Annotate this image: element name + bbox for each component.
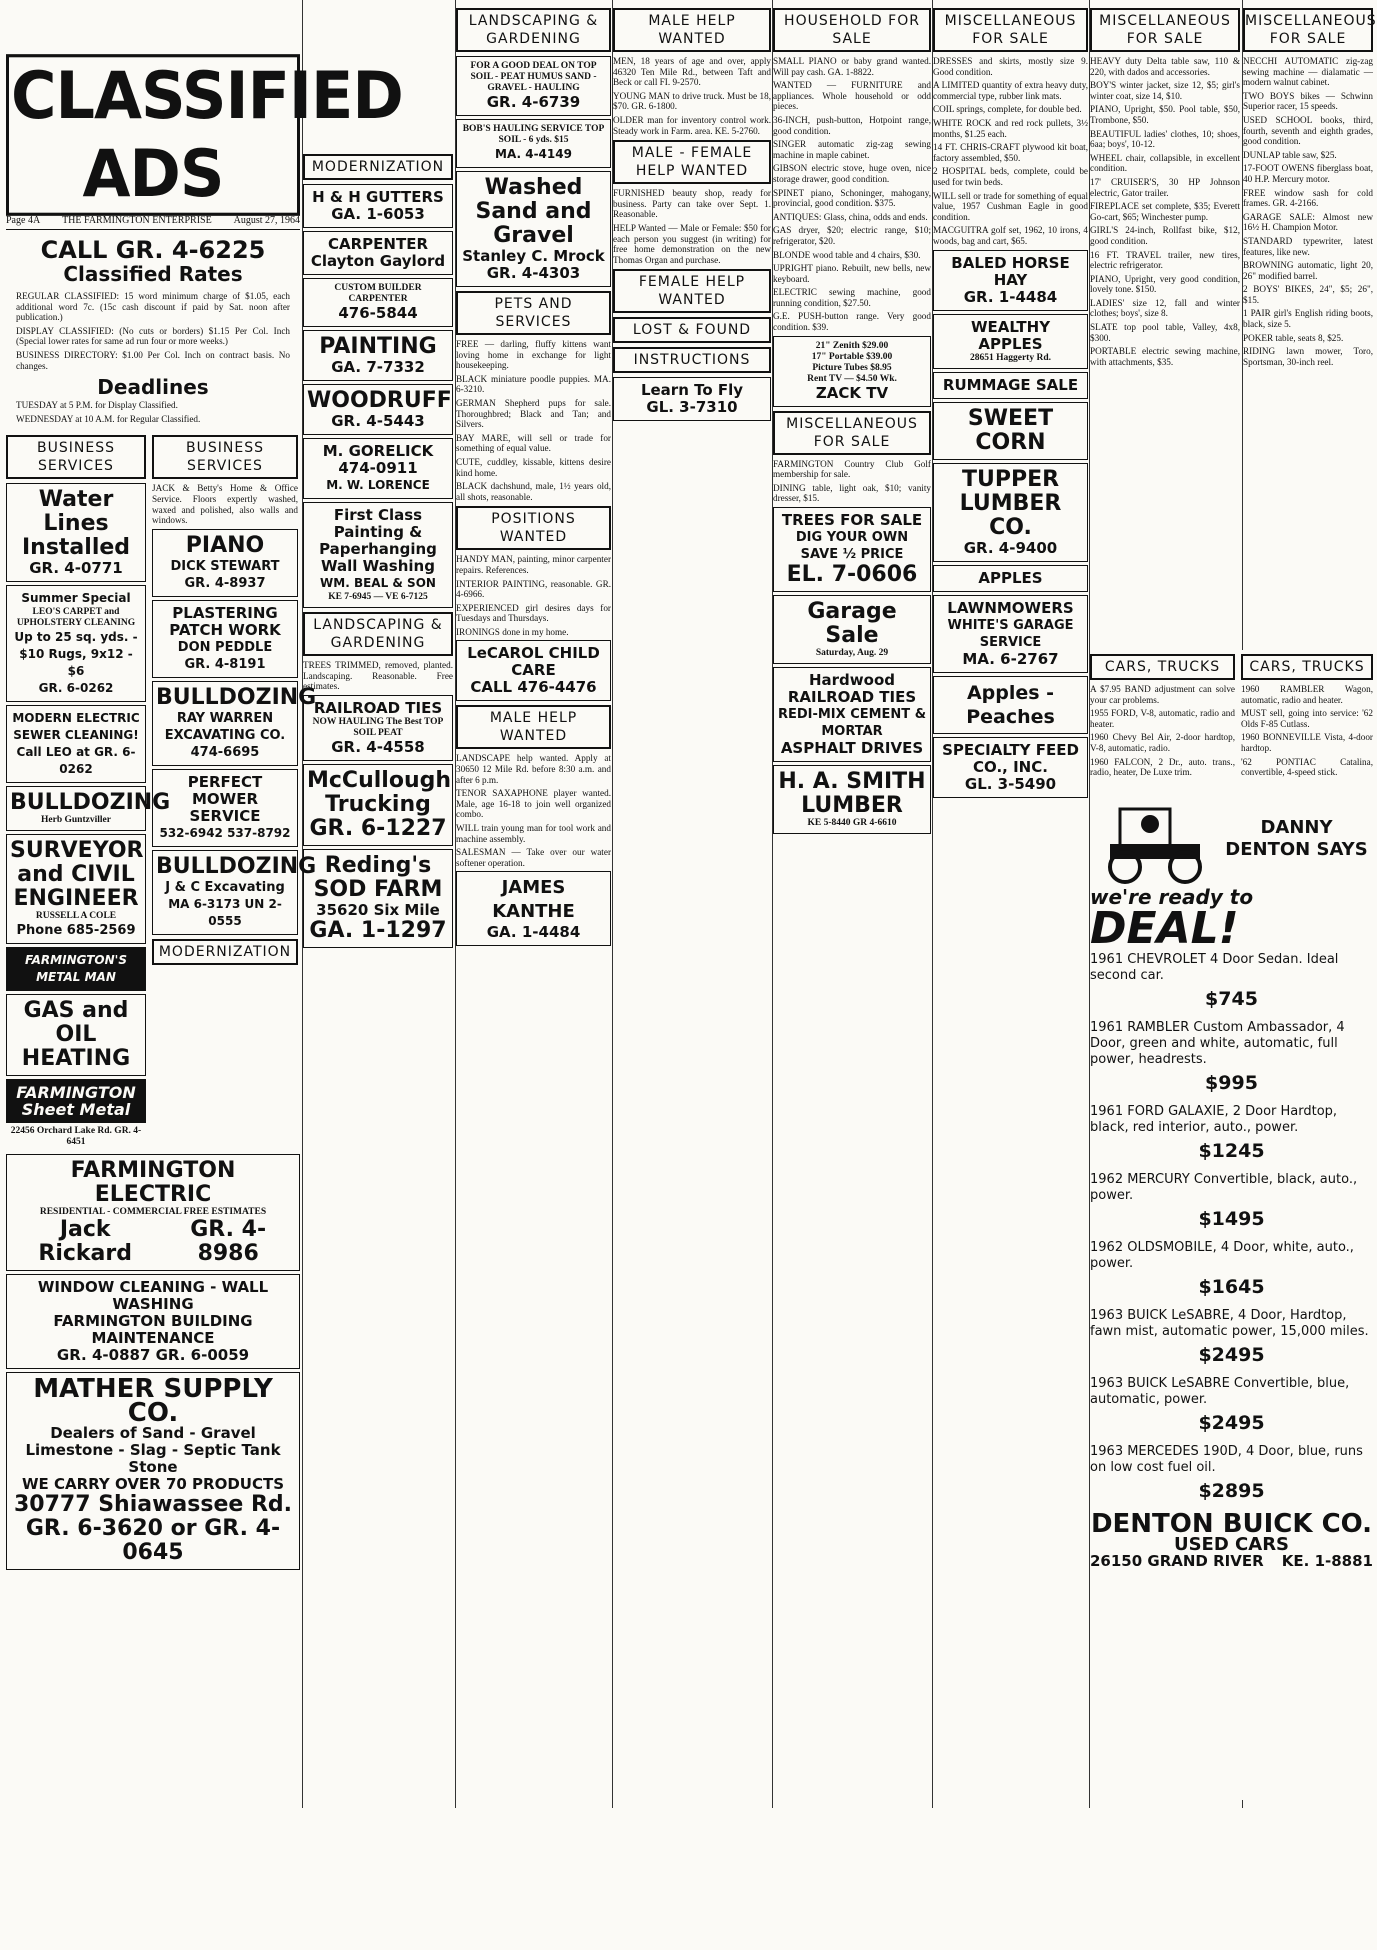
section-header: FEMALE HELP WANTED [613,269,771,313]
ad-james-kanthe: JAMES KANTHE GA. 1-4484 [456,871,611,946]
classified-ad: COIL springs, complete, for double bed. [933,104,1082,115]
classified-ad: WHITE ROCK and red rock pullets, 3½ months, $1.25 each. [933,117,1088,139]
ad-trees-trimmed: TREES TRIMMED, removed, planted. Landscaping. Reasonable. Free estimates. [303,660,453,692]
classified-ad: '62 PONTIAC Catalina, convertible, 4-speed stick. [1241,756,1373,778]
danny-denton-says: DANNY DENTON SAYS [1225,816,1368,860]
ad-apples-spicer: APPLES [933,565,1088,592]
issue-date: August 27, 1964 [233,215,300,226]
classified-ad: BEAUTIFUL ladies' clothes, 10; shoes, 6aa; boys', 10-12. [1090,128,1240,150]
rate-regular: REGULAR CLASSIFIED: 15 word minimum charge of $1.05, each additional word 7c. (15c cash discount if paid by Sat. noon after publication.) [16,291,290,323]
section-header: LANDSCAPING & GARDENING [303,612,453,656]
car-listing: 1961 CHEVROLET 4 Door Sedan. Ideal second car. [1090,951,1339,983]
ad-jack-betty: JACK & Betty's Home & Office Service. Floors expertly washed, waxed and polished, also walls and windows. [152,483,298,526]
car-price: $2495 [1198,1343,1265,1366]
classified-ad: WHEEL chair, collapsible, in excellent condition. [1090,152,1240,174]
column-8 [1090,4,1240,644]
deadline-display: TUESDAY at 5 P.M. for Display Classified. [16,400,178,411]
classified-ad: LANDSCAPE help wanted. Apply at 30650 12 Mile Rd. before 8:30 a.m. and after 6 p.m. [456,753,611,785]
ad-gas-heating: GAS and OIL HEATING [6,994,146,1076]
classified-ad: G.E. PUSH-button range. Very good condition. $39. [773,311,931,333]
car-listing: 1963 BUICK LeSABRE Convertible, blue, automatic, power. [1090,1375,1350,1407]
ad-specialty-feed: SPECIALTY FEED CO., INC. GL. 3-5490 [933,737,1088,798]
classified-ad: BLACK miniature poodle puppies. MA. 6-3210. [456,373,611,395]
ad-learn-to-fly: Learn To Fly GL. 3-7310 [613,377,771,421]
ad-gorelick: M. GORELICK 474-0911 M. W. LORENCE [303,438,453,499]
classified-ad: 2 HOSPITAL beds, complete, could be used for twin beds. [933,166,1088,187]
cars-col-a [1090,650,1235,781]
ad-building-maintenance: WINDOW CLEANING - WALL WASHING FARMINGTON BUILDING MAINTENANCE GR. 4-0887 GR. 6-0059 [6,1274,300,1369]
classified-ad: ANTIQUES: Glass, china, odds and ends. [773,211,928,222]
rate-display: DISPLAY CLASSIFIED: (No cuts or borders) $1.15 Per Col. Inch (Special lower rates for same ad run four or more weeks.) [16,325,290,347]
classified-ad: 17' CRUISER'S, 30 HP Johnson electric, Gator trailer. [1090,176,1240,198]
section-header: PETS AND SERVICES [456,291,611,335]
column-3 [303,150,453,1950]
car-list [1090,952,1373,1502]
classified-ad: OLDER man for inventory control work. Steady work in Farm. area. KE. 5-2760. [613,114,771,136]
classified-ad: POKER table, seats 8, $25. [1243,332,1344,343]
car-listing: 1963 BUICK LeSABRE, 4 Door, Hardtop, fawn mist, automatic power, 15,000 miles. [1090,1307,1369,1339]
classified-ad: 14 FT. CHRIS-CRAFT plywood kit boat, factory assembled, $50. [933,142,1088,163]
classified-ad: TWO BOYS bikes — Schwinn Superior racer, 15 speeds. [1243,90,1373,112]
ad-surveyor: SURVEYOR and CIVIL ENGINEER RUSSELL A COLE Phone 685-2569 [6,834,146,944]
ad-jc-excavating: BULLDOZING J & C Excavating MA 6-3173 UN 2-0555 [152,850,298,935]
ad-mccullough: McCullough Trucking GR. 6-1227 [303,764,453,846]
business-col-b [152,431,317,1148]
classified-ad: DRESSES and skirts, mostly size 9. Good condition. [933,56,1088,77]
column-9 [1243,4,1377,644]
car-price: $2495 [1198,1411,1265,1434]
classified-ad: BLONDE wood table and 4 chairs, $30. [773,249,921,260]
section-header: HOUSEHOLD FOR SALE [773,8,931,52]
classified-ad: EXPERIENCED girl desires days for Tuesdays and Thursdays. [456,602,611,624]
ad-farmington-electric: FARMINGTON ELECTRIC RESIDENTIAL - COMMERCIAL FREE ESTIMATES Jack Rickard GR. 4-8986 [6,1154,300,1271]
classified-ad: PIANO, Upright, very good condition, lovely tone. $150. [1090,273,1240,295]
ad-leo-carpet: Summer Special LEO'S CARPET and UPHOLSTERY CLEANING Up to 25 sq. yds. - $10 Rugs, 9x12 - $6 GR. 6-0262 [6,585,146,702]
classified-ad: NECCHI AUTOMATIC zig-zag sewing machine — dialamatic — modern walnut cabinet. [1243,56,1373,88]
dealer-address: 26150 GRAND RIVER [1090,1551,1264,1570]
classified-ad: DINING table, light oak, $10; vanity dresser, $15. [773,482,931,504]
ad-hh-gutters: H & H GUTTERS GA. 1-6053 [303,184,453,228]
section-header: CARS, TRUCKS [1241,654,1373,680]
classified-ad: MACGUITRA golf set, 1962, 10 irons, 4 woods, bag and cart, $65. [933,225,1088,246]
page-number: Page 4A [6,215,41,226]
classified-ad: FARMINGTON Country Club Golf membership for sale. [773,458,931,480]
rates-box [6,230,300,431]
classified-ad: UPRIGHT piano. Rebuilt, new bells, new keyboard. [773,263,931,284]
classified-ad: FREE window sash for cold frames. GR. 4-2166. [1243,187,1373,209]
classified-ad: IRONINGS done in my home. [456,626,569,637]
classified-ad: GERMAN Shepherd pups for sale. Thoroughbred; Black and Tan; and Silvers. [456,397,611,430]
ad-tupper-lumber: TUPPER LUMBER CO. GR. 4-9400 [933,463,1088,562]
ad-garage-sale: Garage Sale Saturday, Aug. 29 [773,595,931,664]
business-services-area [6,431,317,1148]
classified-ad: INTERIOR PAINTING, reasonable. GR. 4-6966. [456,578,611,600]
car-price: $2895 [1198,1479,1265,1502]
ad-smith-lumber: H. A. SMITH LUMBER KE 5-8440 GR 4-6610 [773,765,931,834]
classified-ad: 2 BOYS' BIKES, 24", $5; 26", $15. [1243,284,1373,305]
cars-col-b [1241,650,1373,781]
classified-ad: USED SCHOOL books, third, fourth, seventh and eighth grades, good condition. [1243,114,1373,147]
deal-text: DEAL! [1090,902,1239,954]
car-price: $1645 [1198,1275,1265,1298]
section-header: MISCELLANEOUS FOR SALE [1243,8,1373,52]
ad-carpenter: CARPENTER Clayton Gaylord [303,231,453,275]
classified-ad: SALESMAN — Take over our water softener operation. [456,847,611,868]
sheet-metal-address: 22456 Orchard Lake Rd. GR. 4-6451 [10,1126,142,1148]
section-header: BUSINESS SERVICES [152,435,298,479]
ad-whites-garage: LAWNMOWERS WHITE'S GARAGE SERVICE MA. 6-2767 [933,595,1088,673]
ad-rummage-sale: RUMMAGE SALE [933,372,1088,399]
dealer-name: DENTON BUICK CO. [1090,1508,1373,1539]
ad-zack-tv: 21" Zenith $29.00 17" Portable $39.00 Picture Tubes $8.95 Rent TV — $4.50 Wk. ZACK TV [773,336,931,407]
ad-plastering: PLASTERING PATCH WORK DON PEDDLE GR. 4-8191 [152,600,298,678]
classified-ad: 16 FT. TRAVEL trailer, new tires, electric refrigerator. [1090,249,1240,271]
section-header: MISCELLANEOUS FOR SALE [773,411,931,455]
ad-beal: First Class Painting & Paperhanging Wall Washing WM. BEAL & SON KE 7-6945 — VE 6-7125 [303,502,453,608]
section-header: BUSINESS SERVICES [6,435,146,479]
classified-ad: DUNLAP table saw, $25. [1243,149,1337,160]
column-5 [613,4,771,1804]
classified-ad: STANDARD typewriter, latest features, like new. [1243,235,1373,257]
car-listing: 1962 OLDSMOBILE, 4 Door, white, auto., power. [1090,1239,1354,1271]
masthead-title: CLASSIFIED ADS [6,54,300,216]
section-header: CARS, TRUCKS [1090,654,1235,680]
section-header: MISCELLANEOUS FOR SALE [1090,8,1240,52]
classified-ad: SPINET piano, Schoninger, mahogany, provincial, good condition. $375. [773,187,931,209]
classified-ad: SLATE top pool table, Valley, 4x8, $300. [1090,322,1240,343]
classified-ad: 1960 RAMBLER Wagon, automatic, radio and heater. [1241,684,1373,705]
classified-ad: FURNISHED beauty shop, ready for business. Party can take over Sept. 1. Reasonable. [613,188,771,220]
classified-ad: A $7.95 BAND adjustment can solve your car problems. [1090,684,1235,705]
ad-perfect-mower: PERFECT MOWER SERVICE 532-6942 537-8792 [152,769,298,847]
car-listing: 1961 FORD GALAXIE, 2 Door Hardtop, black, red interior, auto., power. [1090,1103,1338,1135]
classified-ad: FREE — darling, fluffy kittens want loving home in exchange for light housekeeping. [456,339,611,371]
classified-ad: RIDING lawn mower, Toro, Sportsman, 30-inch reel. [1243,346,1373,367]
classified-ad: SINGER automatic zig-zag sewing machine in maple cabinet. [773,139,931,160]
ad-woodruff: WOODRUFF GR. 4-5443 [303,384,453,435]
ad-mather-supply: MATHER SUPPLY CO. Dealers of Sand - Gravel Limestone - Slag - Septic Tank Stone WE CARRY OVER 70 PRODUCTS 30777 Shiawassee Rd. GR. 6-3620 or GR. 4-0645 [6,1372,300,1570]
car-price: $745 [1205,987,1258,1010]
section-header: MALE HELP WANTED [456,705,611,749]
cars-trucks-section [1090,650,1373,1800]
denton-header [1090,789,1373,889]
car-listing: 1961 RAMBLER Custom Ambassador, 4 Door, green and white, automatic, full power, headrests. [1090,1019,1345,1067]
classified-ad: GIBSON electric stove, huge oven, nice storage drawer, good condition. [773,163,931,184]
car-listing: 1963 MERCEDES 190D, 4 Door, blue, runs on low cost fuel oil. [1090,1443,1363,1475]
classified-ad: BROWNING automatic, light 20, 26" modified barrel. [1243,260,1373,281]
classified-ad: 1960 BONNEVILLE Vista, 4-door hardtop. [1241,732,1373,753]
classified-ad: GARAGE SALE: Almost new 16½ H. Champion Motor. [1243,211,1373,233]
classified-ad: GIRL'S 24-inch, Rollfast bike, $12, good condition. [1090,225,1240,246]
section-header: MALE HELP WANTED [613,8,771,52]
classified-ad: BAY MARE, will sell or trade for something of equal value. [456,432,611,454]
ad-washed-sand: Washed Sand and Gravel Stanley C. Mrock GR. 4-4303 [456,171,611,287]
ad-lecarol: LeCAROL CHILD CARE CALL 476-4476 [456,640,611,701]
ad-ray-warren: BULLDOZING RAY WARREN EXCAVATING CO. 474-6695 [152,681,298,766]
call-number: CALL GR. 4-6225 [40,236,266,264]
section-header: MODERNIZATION [303,154,453,180]
classified-ad: WANTED — FURNITURE and appliances. Whole household or odd pieces. [773,80,931,112]
classified-ad: 17-FOOT OWENS fiberglass boat, 40 H.P. Mercury motor. [1243,163,1373,184]
car-price: $1495 [1198,1207,1265,1230]
classified-ad: WILL train young man for tool work and machine assembly. [456,823,611,844]
classified-ad: PIANO, Upright, $50. Pool table, $50, Trombone, $50. [1090,104,1240,125]
classified-ad: CUTE, cuddley, kissable, kittens desire kind home. [456,456,611,478]
column-6 [773,4,931,1804]
classified-ad: PORTABLE electric sewing machine, with attachments, $35. [1090,346,1240,367]
classified-ad: MUST sell, going into service: '62 Olds F-85 Cutlass. [1241,708,1373,729]
ad-sheet-metal: FARMINGTON Sheet Metal [6,1079,146,1123]
classified-ad: 1955 FORD, V-8, automatic, radio and heater. [1090,708,1235,729]
section-header: INSTRUCTIONS [613,347,771,373]
classified-ad: SMALL PIANO or baby grand wanted. Will pay cash. GA. 1-8822. [773,56,931,77]
classified-ad: ELECTRIC sewing machine, good running condition, $27.50. [773,287,931,308]
classified-ad: BOY'S winter jacket, size 12, $5; girl's winter coat, size 14, $10. [1090,80,1240,101]
ad-sweet-corn: SWEET CORN [933,402,1088,460]
ad-redings-sod: Reding's SOD FARM 35620 Six Mile GA. 1-1297 [303,849,453,948]
ad-sewer-cleaning: MODERN ELECTRIC SEWER CLEANING! Call LEO at GR. 6-0262 [6,705,146,783]
ad-painting: PAINTING GA. 7-7332 [303,330,453,381]
section-header: POSITIONS WANTED [456,506,611,550]
section-header: MISCELLANEOUS FOR SALE [933,8,1088,52]
ready-text: we're ready to [1090,884,1254,909]
classified-ad: HELP Wanted — Male or Female: $50 for each person you suggest (in writing) for free home demonstration on the new Thomas Organ and purchase. [613,222,771,265]
ad-herb-bulldozing: BULLDOZING Herb Guntzviller [6,786,146,831]
dealer-phone: KE. 1-8881 [1281,1551,1373,1570]
classified-ad: 1960 FALCON, 2 Dr., auto. trans., radio, heater, De Luxe trim. [1090,756,1235,778]
classified-ad: YOUNG MAN to drive truck. Must be 18, $70. GR. 6-1800. [613,90,771,112]
classified-ad: WILL sell or trade for something of equal value, 1957 Cushman Eagle in good condition. [933,190,1088,222]
section-header: MODERNIZATION [152,939,298,965]
ad-railroad-ties: RAILROAD TIES NOW HAULING The Best TOP SOIL PEAT GR. 4-4558 [303,695,453,761]
car-price: $995 [1205,1071,1258,1094]
car-listing: 1962 MERCURY Convertible, black, auto., power. [1090,1171,1358,1203]
column-7 [933,4,1088,1804]
classified-ad: 1 PAIR girl's English riding boots, black, size 5. [1243,308,1373,330]
car-price: $1245 [1198,1139,1265,1162]
section-header: MALE - FEMALE HELP WANTED [613,140,771,184]
classified-ad: MEN, 18 years of age and over, apply 46320 Ten Mile Rd., between Taft and Beck or call FI. 9-2570. [613,56,771,88]
ad-water-lines: Water Lines Installed GR. 4-0771 [6,483,146,582]
classified-ad: HEAVY duty Delta table saw, 110 & 220, with dados and accessories. [1090,56,1240,77]
ad-railroad-ties-2: Hardwood RAILROAD TIES REDI-MIX CEMENT & MORTAR ASPHALT DRIVES [773,667,931,762]
business-col-a [6,431,171,1148]
ad-piano-tuning: PIANO DICK STEWART GR. 4-8937 [152,529,298,597]
section-header: LANDSCAPING & GARDENING [456,8,611,52]
column-4 [456,4,611,1804]
ad-metal-man: FARMINGTON'S METAL MAN [6,947,146,991]
ad-bobs-hauling: BOB'S HAULING SERVICE TOP SOIL - 6 yds. $15 MA. 4-4149 [456,119,611,168]
ad-horse-hay: BALED HORSE HAY GR. 1-4484 [933,250,1088,311]
classified-ad: LADIES' size 12, fall and winter clothes; boys', size 8. [1090,297,1240,319]
rates-title: Classified Rates [63,262,243,286]
paper-name: THE FARMINGTON ENTERPRISE [62,215,212,226]
classified-ad: TENOR SAXAPHONE player wanted. Male, age 16-18 to join well organized combo. [456,788,611,820]
antique-car-icon [1090,789,1220,889]
classified-ad: 36-INCH, push-button, Hotpoint range, good condition. [773,114,931,136]
ad-top-soil: FOR A GOOD DEAL ON TOP SOIL - PEAT HUMUS SAND - GRAVEL - HAULING GR. 4-6739 [456,56,611,116]
ad-trees-for-sale: TREES FOR SALE DIG YOUR OWN SAVE ½ PRICE EL. 7-0606 [773,507,931,592]
classified-ad: HANDY MAN, painting, minor carpenter repairs. References. [456,554,611,575]
classified-ad: GAS dryer, $20; electric range, $10; refrigerator, $20. [773,225,931,246]
used-cars: USED CARS [1173,1533,1290,1555]
section-header: LOST & FOUND [613,317,771,343]
rate-business: BUSINESS DIRECTORY: $1.00 Per Col. Inch on contract basis. No changes. [16,349,290,371]
deadlines-title: Deadlines [97,375,209,400]
classified-ad: A LIMITED quantity of extra heavy duty, commercial type, rubber link mats. [933,80,1088,101]
classified-ad: FIREPLACE set complete, $35; Everett Go-cart, $65; Winchester pump. [1090,201,1240,222]
classified-ad: BLACK dachshund, male, 1½ years old, all shots, reasonable. [456,481,611,502]
classified-ad: 1960 Chevy Bel Air, 2-door hardtop, V-8, automatic, radio. [1090,732,1235,753]
deadline-regular: WEDNESDAY at 10 A.M. for Regular Classified. [16,413,201,424]
ad-custom-builder: CUSTOM BUILDER CARPENTER 476-5844 [303,278,453,327]
ad-wealthy-apples: WEALTHY APPLES 28651 Haggerty Rd. [933,314,1088,369]
ad-apples-peaches: Apples - Peaches [933,676,1088,734]
